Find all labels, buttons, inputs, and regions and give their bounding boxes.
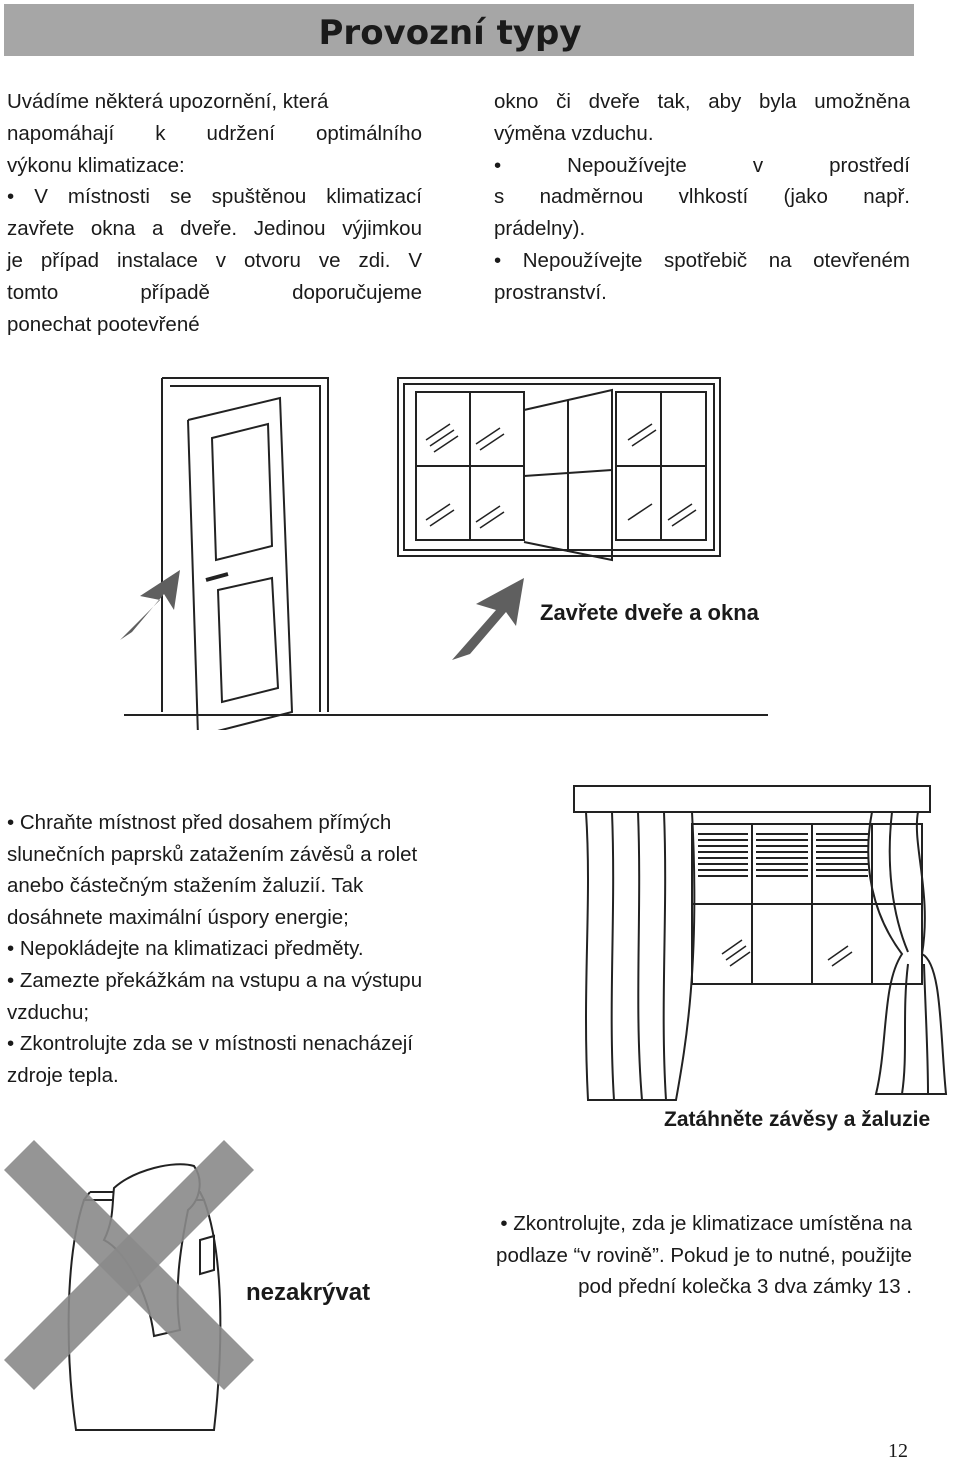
text-line: • Zamezte překážkám na vstupu a na výstupu	[7, 968, 423, 992]
intro-left-text	[7, 86, 422, 340]
text-line: s nadměrnou vlhkostí (jako např.	[494, 185, 910, 209]
page-title: Provozní typy	[318, 13, 582, 53]
text-line: • Nepoužívejte v prostředí	[494, 153, 910, 177]
text-line: Uvádíme některá upozornění, která	[7, 90, 329, 113]
text-line: podlaze “v rovině”. Pokud je to nutné, použijte	[496, 1243, 912, 1267]
text-line: pod přední kolečka 3 dva zámky 13 .	[578, 1275, 912, 1299]
text-line: okno či dveře tak, aby byla umožněna	[494, 90, 910, 113]
page-number: 12	[888, 1440, 908, 1462]
text-line: slunečních paprsků zatažením závěsů a rolet	[7, 842, 418, 866]
no-cover-illustration	[4, 1140, 404, 1440]
text-line: prádelny).	[494, 217, 586, 241]
door-window-illustration	[120, 370, 780, 730]
text-line: je případ instalace v otvoru ve zdi. V	[7, 248, 422, 272]
text-line: ponechat pootevřené	[7, 312, 200, 336]
text-line: tomto případě doporučujeme	[7, 280, 422, 304]
figure-caption: Zatáhněte závěsy a žaluzie	[664, 1108, 931, 1131]
text-line: • Chraňte místnost před dosahem přímých	[7, 811, 392, 834]
text-line: výkonu klimatizace:	[7, 153, 185, 177]
text-line: zavřete okna a dveře. Jedinou výjimkou	[7, 217, 422, 241]
text-line: napomáhají k udržení optimálního	[7, 121, 422, 145]
text-line: zdroje tepla.	[7, 1063, 119, 1087]
text-line: vzduchu;	[7, 1000, 90, 1024]
text-line: výměna vzduchu.	[494, 121, 654, 145]
text-line: anebo částečným stažením žaluzií. Tak	[7, 874, 364, 898]
text-line: • Zkontrolujte zda se v místnosti nenacházejí	[7, 1032, 413, 1056]
arrow-icon	[120, 570, 180, 640]
curtains-illustration	[572, 784, 958, 1134]
text-line: prostranství.	[494, 280, 607, 304]
text-line: dosáhnete maximální úspory energie;	[7, 905, 349, 929]
level-note-text	[418, 1208, 912, 1303]
tips-text	[7, 807, 487, 1091]
text-line: • Nepoužívejte spotřebič na otevřeném	[494, 248, 910, 272]
text-line: • Nepokládejte na klimatizaci předměty.	[7, 937, 364, 961]
figure-caption: nezakrývat	[246, 1279, 371, 1306]
arrow-icon	[452, 578, 524, 660]
text-line: • V místnosti se spuštěnou klimatizací	[7, 185, 422, 209]
text-line: • Zkontrolujte, zda je klimatizace umístěna na	[500, 1212, 912, 1235]
intro-right-text	[494, 86, 910, 309]
figure-caption: Zavřete dveře a okna	[540, 600, 759, 625]
